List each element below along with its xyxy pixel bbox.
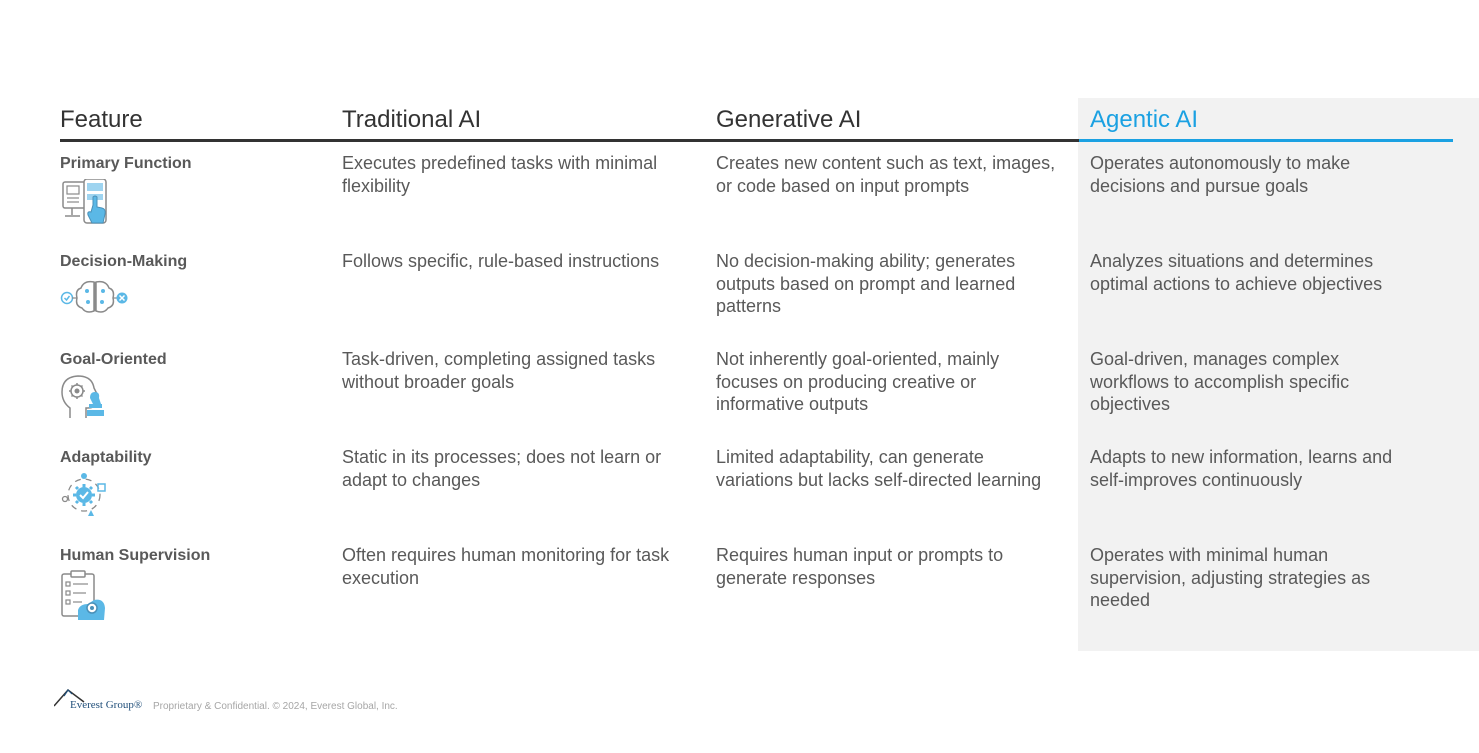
agentic-adaptability: Adapts to new information, learns and self-improves continuously <box>1090 447 1393 490</box>
agentic-primary-function: Operates autonomously to make decisions and pursue goals <box>1090 153 1351 196</box>
agentic-header-divider <box>1079 139 1453 142</box>
generative-decision-making: No decision-making ability; generates outputs based on prompt and learned patterns <box>716 251 1016 316</box>
feature-label-adaptability: Adaptability <box>60 449 152 466</box>
header-feature: Feature <box>60 106 143 133</box>
computer-touch-icon <box>60 179 110 227</box>
generative-primary-function: Creates new content such as text, images, or code based on input prompts <box>716 153 1056 196</box>
header-divider <box>60 139 1079 142</box>
brain-decision-icon <box>60 278 130 314</box>
feature-label-decision-making: Decision-Making <box>60 253 188 270</box>
generative-adaptability: Limited adaptability, can generate variations but lacks self-directed learning <box>716 447 1042 490</box>
traditional-adaptability: Static in its processes; does not learn or adapt to changes <box>342 447 662 490</box>
footer-legal-text: Proprietary & Confidential. © 2024, Everest Global, Inc. <box>153 701 398 712</box>
header-agentic-ai: Agentic AI <box>1090 106 1199 133</box>
agentic-human-supervision: Operates with minimal human supervision, adjusting strategies as needed <box>1090 545 1371 610</box>
traditional-goal-oriented: Task-driven, completing assigned tasks without broader goals <box>342 349 656 392</box>
header-traditional-ai: Traditional AI <box>342 106 482 133</box>
agentic-decision-making: Analyzes situations and determines optimal actions to achieve objectives <box>1090 251 1383 294</box>
traditional-decision-making: Follows specific, rule-based instructions <box>342 251 660 271</box>
generative-goal-oriented: Not inherently goal-oriented, mainly focuses on producing creative or informative outputs <box>716 349 1000 414</box>
head-gear-chess-icon <box>60 374 104 420</box>
feature-label-human-supervision: Human Supervision <box>60 547 211 564</box>
agentic-goal-oriented: Goal-driven, manages complex workflows to accomplish specific objectives <box>1090 349 1350 414</box>
feature-label-primary-function: Primary Function <box>60 155 192 172</box>
clipboard-supervision-icon <box>60 570 108 622</box>
traditional-human-supervision: Often requires human monitoring for task execution <box>342 545 670 588</box>
everest-group-logo-text: Everest Group® <box>70 699 143 711</box>
adaptive-gear-cycle-icon <box>60 472 108 518</box>
feature-label-goal-oriented: Goal-Oriented <box>60 351 167 368</box>
generative-human-supervision: Requires human input or prompts to generate responses <box>716 545 1004 588</box>
traditional-primary-function: Executes predefined tasks with minimal flexibility <box>342 153 658 196</box>
header-generative-ai: Generative AI <box>716 106 862 133</box>
